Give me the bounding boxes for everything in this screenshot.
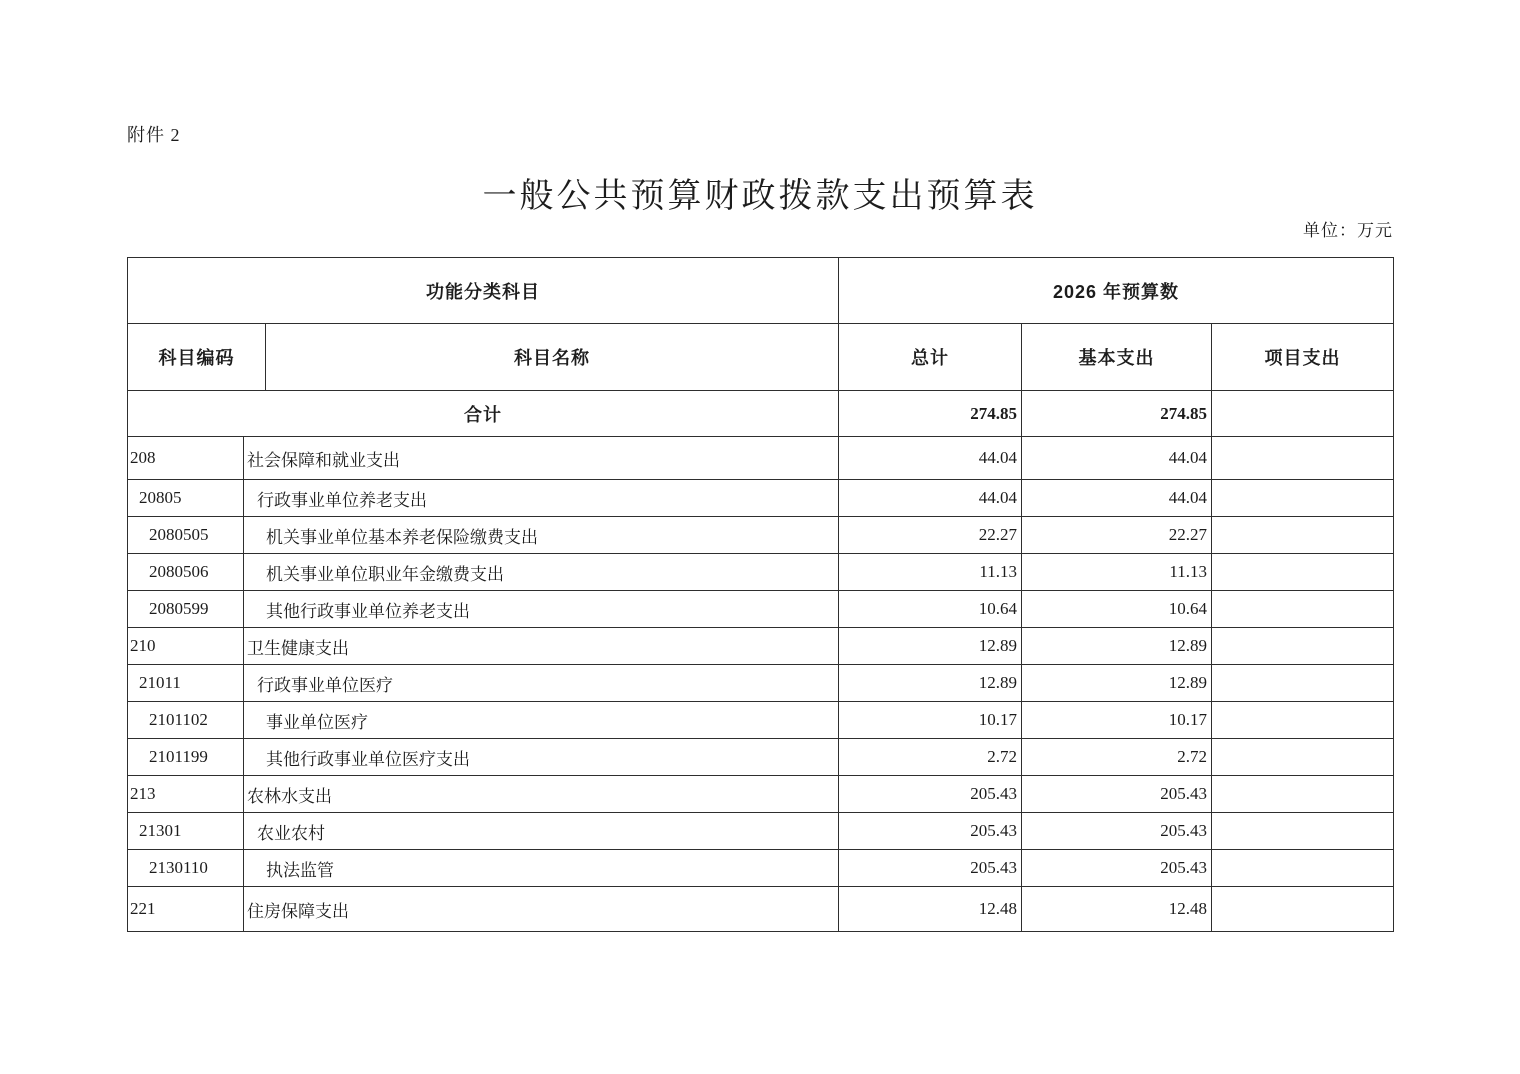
table-row [128, 776, 1394, 813]
total-value-cell: 44.04 [839, 480, 1022, 517]
basic-value-cell: 12.48 [1022, 887, 1212, 932]
basic-value-cell: 205.43 [1022, 813, 1212, 850]
table-row [128, 850, 1394, 887]
header-group-row [128, 258, 1394, 324]
table-row [128, 887, 1394, 932]
total-value-cell: 10.64 [839, 591, 1022, 628]
header-subject-name: 科目名称 [266, 324, 839, 391]
basic-value-cell: 12.89 [1022, 665, 1212, 702]
header-subject-code: 科目编码 [128, 324, 266, 391]
unit-note: 单位：万元 [1303, 221, 1393, 240]
table-row [128, 628, 1394, 665]
table-row [128, 480, 1394, 517]
subject-code-cell: 2080599 [128, 591, 244, 628]
total-value-cell: 205.43 [839, 850, 1022, 887]
total-row-basic-value: 274.85 [1022, 391, 1212, 437]
table-row [128, 591, 1394, 628]
project-value-cell [1212, 628, 1394, 665]
total-value-cell: 2.72 [839, 739, 1022, 776]
subject-name-cell: 执法监管 [244, 850, 839, 887]
header-columns-row [128, 324, 1394, 391]
subject-code-cell: 2101199 [128, 739, 244, 776]
project-value-cell [1212, 776, 1394, 813]
budget-table-body [128, 391, 1394, 932]
total-value-cell: 205.43 [839, 813, 1022, 850]
subject-name-cell: 事业单位医疗 [244, 702, 839, 739]
subject-name-cell: 卫生健康支出 [244, 628, 839, 665]
subject-code-cell: 2080506 [128, 554, 244, 591]
subject-code-cell: 21011 [128, 665, 244, 702]
total-value-cell: 12.48 [839, 887, 1022, 932]
budget-table [127, 257, 1394, 932]
project-value-cell [1212, 480, 1394, 517]
total-value-cell: 10.17 [839, 702, 1022, 739]
basic-value-cell: 205.43 [1022, 850, 1212, 887]
project-value-cell [1212, 739, 1394, 776]
subject-code-cell: 2080505 [128, 517, 244, 554]
total-value-cell: 22.27 [839, 517, 1022, 554]
total-row-total-value: 274.85 [839, 391, 1022, 437]
subject-name-cell: 机关事业单位基本养老保险缴费支出 [244, 517, 839, 554]
subject-name-cell: 机关事业单位职业年金缴费支出 [244, 554, 839, 591]
subject-name-cell: 农业农村 [244, 813, 839, 850]
table-row [128, 813, 1394, 850]
basic-value-cell: 10.64 [1022, 591, 1212, 628]
subject-name-cell: 行政事业单位养老支出 [244, 480, 839, 517]
subject-name-cell: 其他行政事业单位医疗支出 [244, 739, 839, 776]
table-row [128, 517, 1394, 554]
project-value-cell [1212, 813, 1394, 850]
table-row [128, 437, 1394, 480]
project-value-cell [1212, 702, 1394, 739]
project-value-cell [1212, 665, 1394, 702]
basic-value-cell: 2.72 [1022, 739, 1212, 776]
subject-code-cell: 221 [128, 887, 244, 932]
project-value-cell [1212, 554, 1394, 591]
total-row-label: 合计 [128, 391, 839, 437]
subject-code-cell: 210 [128, 628, 244, 665]
table-row [128, 554, 1394, 591]
total-row [128, 391, 1394, 437]
total-value-cell: 205.43 [839, 776, 1022, 813]
table-row [128, 739, 1394, 776]
project-value-cell [1212, 517, 1394, 554]
subject-code-cell: 213 [128, 776, 244, 813]
project-value-cell [1212, 887, 1394, 932]
total-value-cell: 12.89 [839, 665, 1022, 702]
basic-value-cell: 11.13 [1022, 554, 1212, 591]
header-budget-year: 2026 年预算数 [839, 258, 1394, 324]
subject-code-cell: 20805 [128, 480, 244, 517]
project-value-cell [1212, 850, 1394, 887]
basic-value-cell: 12.89 [1022, 628, 1212, 665]
basic-value-cell: 205.43 [1022, 776, 1212, 813]
page-title: 一般公共预算财政拨款支出预算表 [482, 178, 1038, 215]
basic-value-cell: 22.27 [1022, 517, 1212, 554]
project-value-cell [1212, 437, 1394, 480]
basic-value-cell: 10.17 [1022, 702, 1212, 739]
total-value-cell: 12.89 [839, 628, 1022, 665]
header-basic-expenditure: 基本支出 [1022, 324, 1212, 391]
subject-name-cell: 其他行政事业单位养老支出 [244, 591, 839, 628]
subject-code-cell: 21301 [128, 813, 244, 850]
header-total: 总计 [839, 324, 1022, 391]
total-row-project-value [1212, 391, 1394, 437]
table-row [128, 665, 1394, 702]
subject-code-cell: 2130110 [128, 850, 244, 887]
basic-value-cell: 44.04 [1022, 437, 1212, 480]
subject-name-cell: 住房保障支出 [244, 887, 839, 932]
total-value-cell: 11.13 [839, 554, 1022, 591]
attachment-label: 附件 2 [127, 125, 181, 145]
subject-name-cell: 社会保障和就业支出 [244, 437, 839, 480]
subject-code-cell: 208 [128, 437, 244, 480]
header-project-expenditure: 项目支出 [1212, 324, 1394, 391]
subject-name-cell: 行政事业单位医疗 [244, 665, 839, 702]
basic-value-cell: 44.04 [1022, 480, 1212, 517]
budget-table-header [128, 258, 1394, 391]
total-value-cell: 44.04 [839, 437, 1022, 480]
table-row [128, 702, 1394, 739]
project-value-cell [1212, 591, 1394, 628]
header-function-classification: 功能分类科目 [128, 258, 839, 324]
subject-name-cell: 农林水支出 [244, 776, 839, 813]
subject-code-cell: 2101102 [128, 702, 244, 739]
